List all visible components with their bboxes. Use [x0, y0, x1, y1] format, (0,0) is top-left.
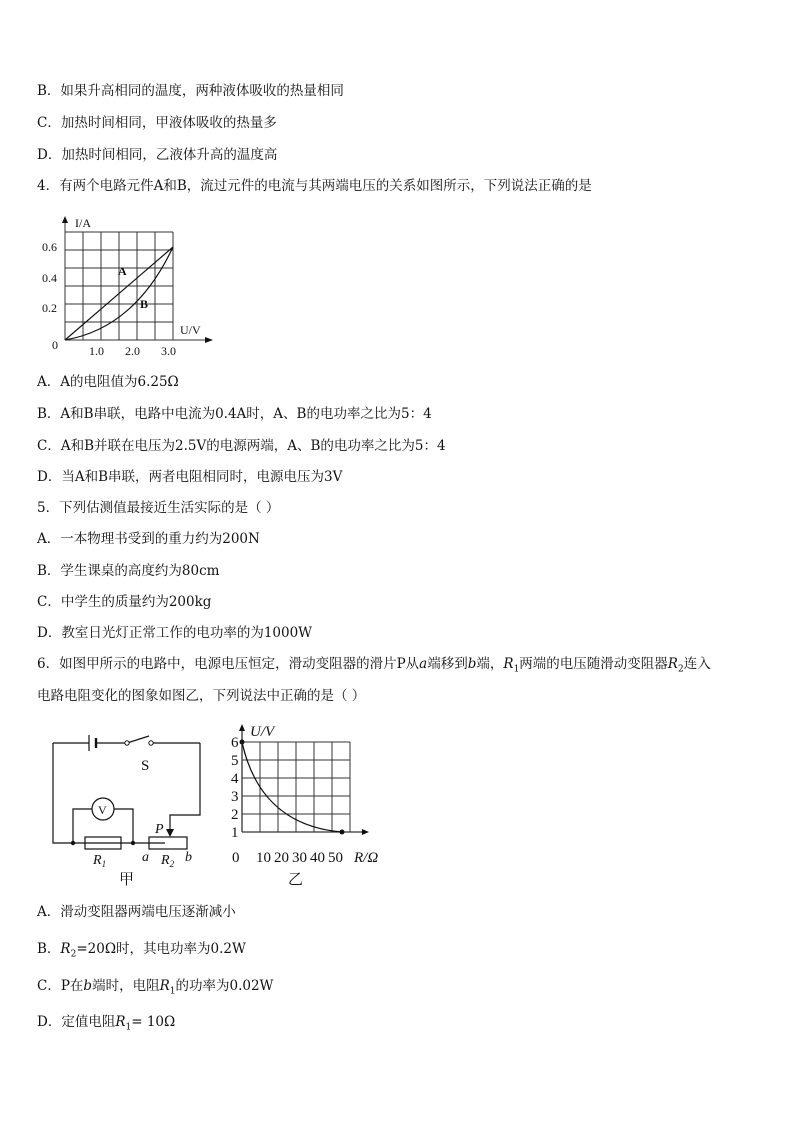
end-b-label: b — [185, 850, 192, 865]
u-r-curve — [242, 742, 342, 832]
slider-label: P — [155, 822, 164, 837]
graph-xtick: 40 — [310, 850, 325, 866]
q4-ylabel: I/A — [75, 216, 91, 230]
q4-stem: 4．有两个电路元件A和B，流过元件的电流与其两端电压的关系如图所示，下列说法正确的是 — [37, 178, 592, 194]
graph-ylabel: U/V — [250, 724, 275, 740]
q4-xtick: 1.0 — [89, 344, 104, 358]
q4-iv-chart — [35, 210, 215, 360]
q6-option-b: B．$R_2=20\Omega$时，其电功率为0.2W — [37, 941, 246, 960]
switch-label: S — [141, 758, 150, 774]
circuit-caption: 甲 — [119, 872, 135, 888]
q6-option-c: C．P在b端时，电阻$R_1$的功率为0.02W — [37, 978, 274, 997]
graph-xtick: 50 — [328, 850, 343, 866]
q5-option-a: A．一本物理书受到的重力约为200N — [37, 531, 260, 547]
graph-ytick: 6 — [231, 735, 239, 751]
q6-stem-line2: 电路电阻变化的图象如图乙，下列说法中正确的是（ ） — [37, 688, 366, 704]
graph-ytick: 3 — [231, 789, 239, 805]
graph-ytick: 1 — [231, 825, 239, 841]
q4-option-c: C．A和B并联在电压为2.5V的电源两端，A、B的电功率之比为5：4 — [37, 438, 446, 454]
q4-origin: 0 — [52, 338, 58, 352]
q5-option-d: D．教室日光灯正常工作的电功率的为1000W — [37, 625, 313, 641]
q4-xlabel: U/V — [180, 323, 201, 337]
q5-option-b: B．学生课桌的高度约为80cm — [37, 563, 220, 579]
q4-y-arrow — [62, 216, 68, 223]
q4-option-b: B．A和B串联，电路中电流为0.4A时，A、B的电功率之比为5：4 — [37, 406, 432, 422]
q4-option-a: A．A的电阻值为6.25Ω — [37, 374, 179, 390]
q3-option-c: C．加热时间相同，甲液体吸收的热量多 — [37, 115, 277, 131]
q4-xtick: 2.0 — [125, 344, 140, 358]
circuit-wire-right — [170, 743, 200, 835]
switch-blade — [127, 736, 149, 743]
q6-stem-line1: 6．如图甲所示的电路中，电源电压恒定，滑动变阻器的滑片P从a端移到b端，$R_1$两端的电压随滑动变阻器$R_2$连入 — [37, 656, 711, 675]
r1-label: $R_1$ — [93, 853, 107, 869]
q4-option-d: D．当A和B串联，两者电阻相同时，电源电压为3V — [37, 469, 343, 485]
graph-ytick: 5 — [231, 753, 239, 769]
graph-xlabel: R/Ω — [354, 850, 379, 866]
q4-ytick: 0.4 — [42, 271, 57, 285]
q6-option-a: A．滑动变阻器两端电压逐渐减小 — [37, 904, 236, 920]
q3-option-b: B．如果升高相同的温度，两种液体吸收的热量相同 — [37, 83, 344, 99]
q6-u-r-graph — [228, 722, 393, 890]
graph-xtick: 20 — [274, 850, 289, 866]
q3-option-d: D．加热时间相同，乙液体升高的温度高 — [37, 147, 278, 163]
q4-label-a: A — [118, 264, 127, 278]
q5-option-c: C．中学生的质量约为200kg — [37, 594, 212, 610]
r2-label: $R_2$ — [161, 853, 175, 869]
q4-ytick: 0.2 — [42, 301, 57, 315]
q6-option-d: D．定值电阻$R_1= 10\Omega$ — [37, 1014, 176, 1033]
graph-caption: 乙 — [288, 872, 304, 888]
graph-xtick: 10 — [256, 850, 271, 866]
graph-origin: 0 — [232, 850, 240, 866]
q4-label-b: B — [140, 297, 149, 311]
curve-start-point — [240, 740, 245, 745]
q5-stem: 5．下列估测值最接近生活实际的是（ ） — [37, 500, 280, 516]
q4-xtick: 3.0 — [161, 344, 176, 358]
curve-end-point — [340, 830, 345, 835]
voltmeter-label: V — [98, 803, 107, 817]
end-a-label: a — [142, 850, 149, 865]
q4-ytick: 0.6 — [42, 240, 57, 254]
graph-ytick: 2 — [231, 807, 239, 823]
slider-arrow — [166, 829, 174, 837]
q4-x-arrow — [205, 337, 213, 343]
graph-xtick: 30 — [292, 850, 307, 866]
graph-ytick: 4 — [231, 771, 239, 787]
q6-circuit-diagram — [45, 725, 225, 890]
